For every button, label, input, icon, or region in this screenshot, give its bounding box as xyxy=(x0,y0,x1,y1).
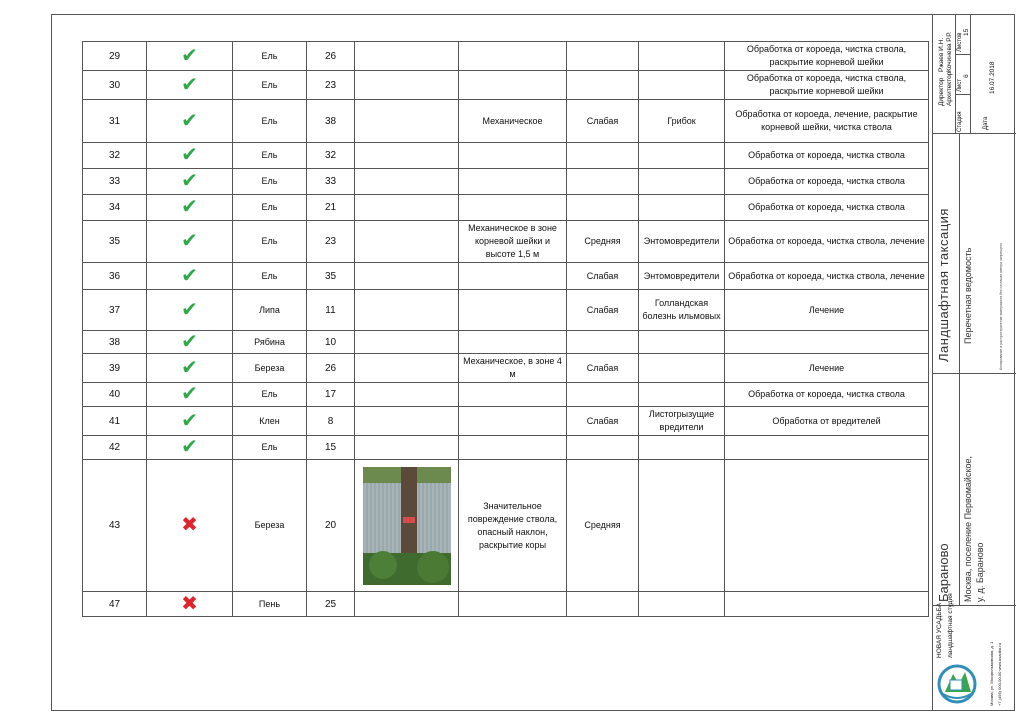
cross-mark-icon: ✖ xyxy=(181,592,198,615)
director-role: Директор xyxy=(938,77,945,106)
company-name: НОВАЯ УСАДЬБА xyxy=(936,602,943,658)
recommendation-cell: Обработка от короеда, чистка ствола, лечение xyxy=(725,221,929,263)
degree-cell xyxy=(567,331,639,354)
architect-role: Архитектор xyxy=(946,71,953,106)
table-row xyxy=(83,331,929,354)
director-name: Ржаев И.Н. xyxy=(938,37,945,72)
species-cell: Береза xyxy=(233,460,307,592)
status-cell xyxy=(147,71,233,100)
status-cell xyxy=(147,42,233,71)
disease-cell: Грибок xyxy=(639,100,725,143)
recommendation-cell: Обработка от короеда, чистка ствола xyxy=(725,195,929,221)
damage-cell xyxy=(459,331,567,354)
table-row xyxy=(83,42,929,71)
diameter-cell: 17 xyxy=(307,383,355,407)
disease-cell: Листогрызущие вредители xyxy=(639,407,725,436)
row-number: 38 xyxy=(83,331,147,354)
diameter-cell: 15 xyxy=(307,436,355,460)
diameter-cell: 33 xyxy=(307,169,355,195)
row-number: 42 xyxy=(83,436,147,460)
row-number: 34 xyxy=(83,195,147,221)
photo-cell xyxy=(355,383,459,407)
table-row xyxy=(83,290,929,331)
diameter-cell: 10 xyxy=(307,331,355,354)
disease-cell: Энтомовредители xyxy=(639,263,725,290)
table-row xyxy=(83,143,929,169)
recommendation-cell: Обработка от короеда, чистка ствола xyxy=(725,383,929,407)
status-cell xyxy=(147,407,233,436)
damage-cell xyxy=(459,71,567,100)
photo-cell xyxy=(355,143,459,169)
row-number: 32 xyxy=(83,143,147,169)
disease-cell xyxy=(639,460,725,592)
status-cell xyxy=(147,436,233,460)
diameter-cell: 8 xyxy=(307,407,355,436)
species-cell: Клен xyxy=(233,407,307,436)
species-cell: Ель xyxy=(233,42,307,71)
disease-cell xyxy=(639,354,725,383)
row-number: 40 xyxy=(83,383,147,407)
tree-inventory-table xyxy=(82,41,929,617)
disease-cell: Энтомовредители xyxy=(639,221,725,263)
table-row xyxy=(83,383,929,407)
row-number: 41 xyxy=(83,407,147,436)
damage-cell: Механическое, в зоне 4 м xyxy=(459,354,567,383)
check-mark-icon: ✔ xyxy=(181,330,198,353)
disease-cell xyxy=(639,383,725,407)
degree-cell: Средняя xyxy=(567,460,639,592)
row-number: 39 xyxy=(83,354,147,383)
damage-cell xyxy=(459,143,567,169)
recommendation-cell: Обработка от короеда, чистка ствола, лечение xyxy=(725,263,929,290)
check-mark-icon: ✔ xyxy=(181,409,198,432)
damage-cell xyxy=(459,383,567,407)
degree-cell: Слабая xyxy=(567,290,639,331)
recommendation-cell: Лечение xyxy=(725,290,929,331)
check-mark-icon: ✔ xyxy=(181,196,198,218)
recommendation-cell: Обработка от короеда, лечение, раскрытие корневой шейки, чистка ствола xyxy=(725,100,929,143)
check-mark-icon: ✔ xyxy=(181,73,198,96)
photo-cell xyxy=(355,331,459,354)
damage-cell xyxy=(459,407,567,436)
check-mark-icon: ✔ xyxy=(181,170,198,192)
disease-cell xyxy=(639,195,725,221)
photo-cell xyxy=(355,42,459,71)
architect-name: Кочинева Р.Р. xyxy=(946,31,953,72)
degree-cell xyxy=(567,143,639,169)
recommendation-cell: Обработка от короеда, чистка ствола, раскрытие корневой шейки xyxy=(725,42,929,71)
recommendation-cell: Лечение xyxy=(725,354,929,383)
check-mark-icon: ✔ xyxy=(181,109,198,132)
degree-cell xyxy=(567,195,639,221)
diameter-cell: 11 xyxy=(307,290,355,331)
recommendation-cell: Обработка от короеда, чистка ствола, раскрытие корневой шейки xyxy=(725,71,929,100)
species-cell: Ель xyxy=(233,100,307,143)
table-row xyxy=(83,460,929,592)
photo-cell xyxy=(355,263,459,290)
species-cell: Ель xyxy=(233,71,307,100)
row-number: 43 xyxy=(83,460,147,592)
table-row xyxy=(83,169,929,195)
row-number: 30 xyxy=(83,71,147,100)
photo-cell xyxy=(355,71,459,100)
disease-cell xyxy=(639,143,725,169)
degree-cell: Средняя xyxy=(567,221,639,263)
check-mark-icon: ✔ xyxy=(181,230,198,252)
sheet-label: Лист xyxy=(957,78,963,92)
check-mark-icon: ✔ xyxy=(181,264,198,287)
species-cell: Ель xyxy=(233,169,307,195)
species-cell: Пень xyxy=(233,592,307,617)
recommendation-cell xyxy=(725,460,929,592)
photo-cell xyxy=(355,195,459,221)
diameter-cell: 32 xyxy=(307,143,355,169)
status-cell xyxy=(147,143,233,169)
damage-cell xyxy=(459,42,567,71)
status-cell xyxy=(147,100,233,143)
recommendation-cell: Обработка от вредителей xyxy=(725,407,929,436)
tree-photo xyxy=(363,467,451,585)
row-number: 29 xyxy=(83,42,147,71)
photo-cell xyxy=(355,290,459,331)
diameter-cell: 23 xyxy=(307,71,355,100)
signatures-block xyxy=(933,14,1016,134)
photo-cell xyxy=(355,436,459,460)
row-number: 37 xyxy=(83,290,147,331)
species-cell: Ель xyxy=(233,263,307,290)
damage-cell: Механическое в зоне корневой шейки и высоте 1,5 м xyxy=(459,221,567,263)
photo-cell xyxy=(355,592,459,617)
status-cell xyxy=(147,169,233,195)
degree-cell xyxy=(567,169,639,195)
damage-cell xyxy=(459,436,567,460)
species-cell: Береза xyxy=(233,354,307,383)
check-mark-icon: ✔ xyxy=(181,383,198,405)
damage-cell: Механическое xyxy=(459,100,567,143)
date-value: 16.07.2018 xyxy=(989,61,996,94)
status-cell xyxy=(147,383,233,407)
sheets-value: 15 xyxy=(963,28,970,36)
degree-cell: Слабая xyxy=(567,354,639,383)
damage-cell xyxy=(459,290,567,331)
table-row xyxy=(83,221,929,263)
company-block xyxy=(933,593,1016,711)
table-row xyxy=(83,407,929,436)
diameter-cell: 38 xyxy=(307,100,355,143)
damage-cell xyxy=(459,592,567,617)
status-cell xyxy=(147,263,233,290)
species-cell: Ель xyxy=(233,221,307,263)
status-cell xyxy=(147,221,233,263)
cross-mark-icon: ✖ xyxy=(181,514,198,536)
degree-cell: Слабая xyxy=(567,263,639,290)
disease-cell xyxy=(639,42,725,71)
table-row xyxy=(83,195,929,221)
status-cell xyxy=(147,331,233,354)
project-block xyxy=(933,374,1016,606)
diameter-cell: 20 xyxy=(307,460,355,592)
diameter-cell: 21 xyxy=(307,195,355,221)
table-row xyxy=(83,354,929,383)
stage-label: Стадия xyxy=(957,111,963,132)
title-block xyxy=(932,14,1016,711)
company-sub: ландшафтная студия xyxy=(947,593,954,658)
diameter-cell: 35 xyxy=(307,263,355,290)
check-mark-icon: ✔ xyxy=(181,298,198,321)
address-line-2: у. д. Бараново xyxy=(975,542,985,602)
disease-cell xyxy=(639,592,725,617)
degree-cell: Слабая xyxy=(567,100,639,143)
recommendation-cell xyxy=(725,331,929,354)
date-label: Дата xyxy=(983,116,989,130)
recommendation-cell: Обработка от короеда, чистка ствола xyxy=(725,169,929,195)
photo-cell xyxy=(355,354,459,383)
species-cell: Липа xyxy=(233,290,307,331)
check-mark-icon: ✔ xyxy=(181,44,198,67)
species-cell: Рябина xyxy=(233,331,307,354)
table-row xyxy=(83,436,929,460)
diameter-cell: 25 xyxy=(307,592,355,617)
species-cell: Ель xyxy=(233,143,307,169)
disease-cell xyxy=(639,169,725,195)
doc-subtitle: Перечетная ведомость xyxy=(963,247,973,344)
doc-title-block xyxy=(933,134,1016,374)
diameter-cell: 26 xyxy=(307,42,355,71)
photo-cell xyxy=(355,169,459,195)
table-row xyxy=(83,71,929,100)
project-name: Бараново xyxy=(936,543,951,602)
status-cell xyxy=(147,460,233,592)
status-cell xyxy=(147,195,233,221)
photo-cell xyxy=(355,407,459,436)
photo-cell xyxy=(355,100,459,143)
diameter-cell: 26 xyxy=(307,354,355,383)
species-cell: Ель xyxy=(233,383,307,407)
damage-cell xyxy=(459,195,567,221)
row-number: 47 xyxy=(83,592,147,617)
row-number: 31 xyxy=(83,100,147,143)
status-cell xyxy=(147,354,233,383)
table-body xyxy=(83,42,929,617)
company-contacts: +7 (495) 000-00-00 www.usadba.ru xyxy=(997,643,1002,706)
row-number: 35 xyxy=(83,221,147,263)
photo-cell xyxy=(355,221,459,263)
recommendation-cell xyxy=(725,592,929,617)
check-mark-icon: ✔ xyxy=(181,144,198,166)
degree-cell xyxy=(567,383,639,407)
fine-print: Копирование и распространение материалов без согласия автора запрещено xyxy=(999,242,1003,370)
disease-cell xyxy=(639,71,725,100)
species-cell: Ель xyxy=(233,195,307,221)
company-logo xyxy=(937,662,977,706)
diameter-cell: 23 xyxy=(307,221,355,263)
check-mark-icon: ✔ xyxy=(181,436,198,458)
table-row xyxy=(83,100,929,143)
sheet-value: 6 xyxy=(963,74,970,78)
company-address: Москва, ул. Мосфильмовская, д. 1 xyxy=(989,641,994,706)
sheets-label: Листов xyxy=(957,32,963,52)
table-row xyxy=(83,592,929,617)
doc-title: Ландшафтная таксация xyxy=(936,208,951,362)
damage-cell: Значительное повреждение ствола, опасный наклон, раскрытие коры xyxy=(459,460,567,592)
disease-cell xyxy=(639,331,725,354)
degree-cell xyxy=(567,436,639,460)
degree-cell: Слабая xyxy=(567,407,639,436)
recommendation-cell xyxy=(725,436,929,460)
damage-cell xyxy=(459,169,567,195)
recommendation-cell: Обработка от короеда, чистка ствола xyxy=(725,143,929,169)
table-row xyxy=(83,263,929,290)
degree-cell xyxy=(567,42,639,71)
disease-cell: Голландская болезнь ильмовых xyxy=(639,290,725,331)
address-line-1: Москва, поселение Первомайское, xyxy=(963,455,973,602)
degree-cell xyxy=(567,71,639,100)
disease-cell xyxy=(639,436,725,460)
species-cell: Ель xyxy=(233,436,307,460)
check-mark-icon: ✔ xyxy=(181,356,198,379)
status-cell xyxy=(147,592,233,617)
status-cell xyxy=(147,290,233,331)
row-number: 33 xyxy=(83,169,147,195)
damage-cell xyxy=(459,263,567,290)
photo-cell xyxy=(355,460,459,592)
degree-cell xyxy=(567,592,639,617)
row-number: 36 xyxy=(83,263,147,290)
